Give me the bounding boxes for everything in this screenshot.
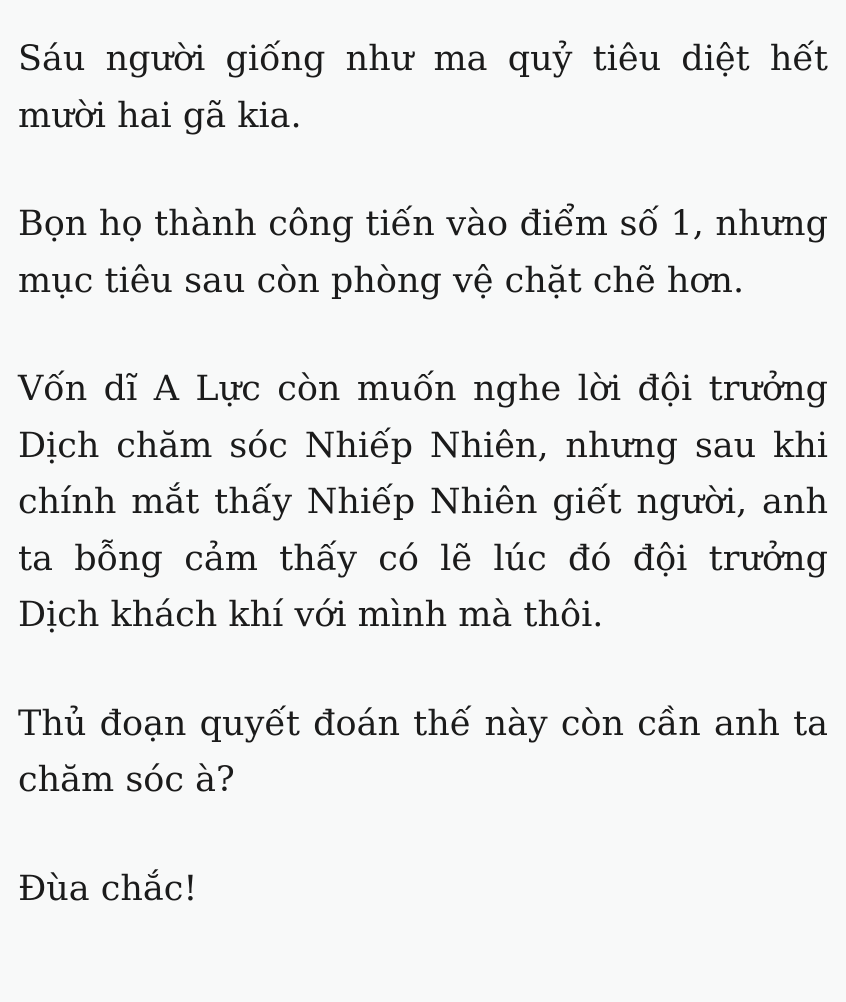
paragraph: Sáu người giống như ma quỷ tiêu diệt hết mười hai gã kia. <box>18 39 828 136</box>
paragraph: Đùa chắc! <box>18 868 198 909</box>
reading-content <box>18 31 828 917</box>
paragraph: Thủ đoạn quyết đoán thế này còn cần anh ta chăm sóc à? <box>18 703 828 800</box>
paragraph: Bọn họ thành công tiến vào điểm số 1, nhưng mục tiêu sau còn phòng vệ chặt chẽ hơn. <box>18 204 828 301</box>
paragraph: Vốn dĩ A Lực còn muốn nghe lời đội trưởng Dịch chăm sóc Nhiếp Nhiên, nhưng sau khi chính mắt thấy Nhiếp Nhiên giết người, anh ta bỗng cảm thấy có lẽ lúc đó đội trưởng Dịch khách khí với mình mà thôi. <box>18 369 828 635</box>
